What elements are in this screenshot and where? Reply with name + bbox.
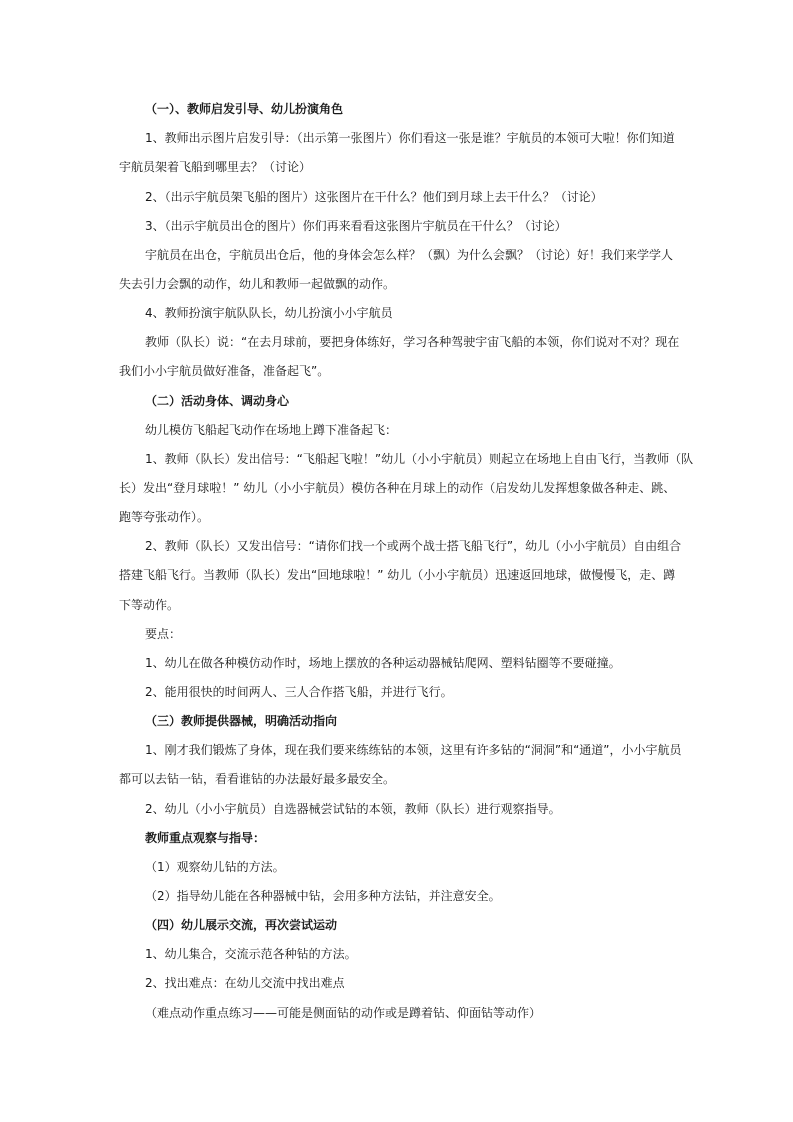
paragraph-line: 1、刚才我们锻炼了身体，现在我们要来练练钻的本领，这里有许多钻的“洞洞”和“通道”，小小宇航员	[145, 743, 682, 757]
subheading: 教师重点观察与指导：	[145, 831, 266, 845]
paragraph-line: （1）观察幼儿钻的方法。	[145, 860, 285, 874]
paragraph-line: 宇航员架着飞船到哪里去？（讨论）	[119, 160, 312, 174]
paragraph-line: 下等动作。	[119, 598, 180, 612]
paragraph-line: 2、能用很快的时间两人、三人合作搭飞船，并进行飞行。	[145, 685, 453, 699]
paragraph-line: 失去引力会飘的动作，幼儿和教师一起做飘的动作。	[119, 277, 396, 291]
paragraph-line: 宇航员在出仓，宇航员出仓后，他的身体会怎么样？（飘）为什么会飘？（讨论）好！我们来学学人	[145, 248, 674, 262]
paragraph-line: 2、幼儿（小小宇航员）自选器械尝试钻的本领，教师（队长）进行观察指导。	[145, 802, 561, 816]
section-heading-2: （二）活动身体、调动身心	[145, 394, 290, 408]
paragraph-line: 幼儿模仿飞船起飞动作在场地上蹲下准备起飞：	[145, 423, 398, 437]
paragraph-line: 教师（队长）说：“在去月球前，要把身体练好，学习各种驾驶宇宙飞船的本领，你们说对不对？现在	[145, 335, 680, 349]
paragraph-line: 我们小小宇航员做好准备，准备起飞”。	[119, 364, 330, 378]
paragraph-line: （2）指导幼儿能在各种器械中钻，会用多种方法钻，并注意安全。	[145, 889, 501, 903]
paragraph-line: （难点动作重点练习——可能是侧面钻的动作或是蹲着钻、仰面钻等动作）	[145, 1006, 542, 1020]
paragraph-line: 1、幼儿集合，交流示范各种钻的方法。	[145, 947, 357, 961]
paragraph-line: 2、教师（队长）又发出信号：“请你们找一个或两个战士搭飞船飞行”，幼儿（小小宇航员）自由组合	[145, 539, 682, 553]
section-heading-4: （四）幼儿展示交流，再次尝试运动	[145, 918, 338, 932]
paragraph-line: 跑等夸张动作）。	[119, 510, 210, 524]
paragraph-line: 2、找出难点：在幼儿交流中找出难点	[145, 976, 345, 990]
paragraph-line: 都可以去钻一钻，看看谁钻的办法最好最多最安全。	[119, 772, 396, 786]
paragraph-line: 1、教师出示图片启发引导：（出示第一张图片）你们看这一张是谁？宇航员的本领可大啦！你们知道	[145, 131, 675, 145]
paragraph-line: 1、幼儿在做各种模仿动作时，场地上摆放的各种运动器械钻爬网、塑料钻圈等不要碰撞。	[145, 656, 621, 670]
paragraph-line: 要点：	[145, 627, 182, 641]
paragraph-line: 4、教师扮演宇航队队长，幼儿扮演小小宇航员	[145, 306, 393, 320]
paragraph-line: 长）发出“登月球啦！” 幼儿（小小宇航员）模仿各种在月球上的动作（启发幼儿发挥想象做各种走、跳、	[119, 481, 676, 495]
paragraph-line: 2、（出示宇航员架飞船的图片）这张图片在干什么？他们到月球上去干什么？（讨论）	[145, 190, 603, 204]
section-heading-3: （三）教师提供器械，明确活动指向	[145, 714, 338, 728]
paragraph-line: 搭建飞船飞行。当教师（队长）发出“回地球啦！” 幼儿（小小宇航员）迅速返回地球，做慢慢飞，走、蹲	[119, 568, 676, 582]
section-heading-1: （一）、教师启发引导、幼儿扮演角色	[145, 102, 344, 116]
paragraph-line: 3、（出示宇航员出仓的图片）你们再来看看这张图片宇航员在干什么？（讨论）	[145, 219, 567, 233]
paragraph-line: 1、教师（队长）发出信号：“飞船起飞啦！”幼儿（小小宇航员）则起立在场地上自由飞行，当教师（队	[145, 452, 694, 466]
